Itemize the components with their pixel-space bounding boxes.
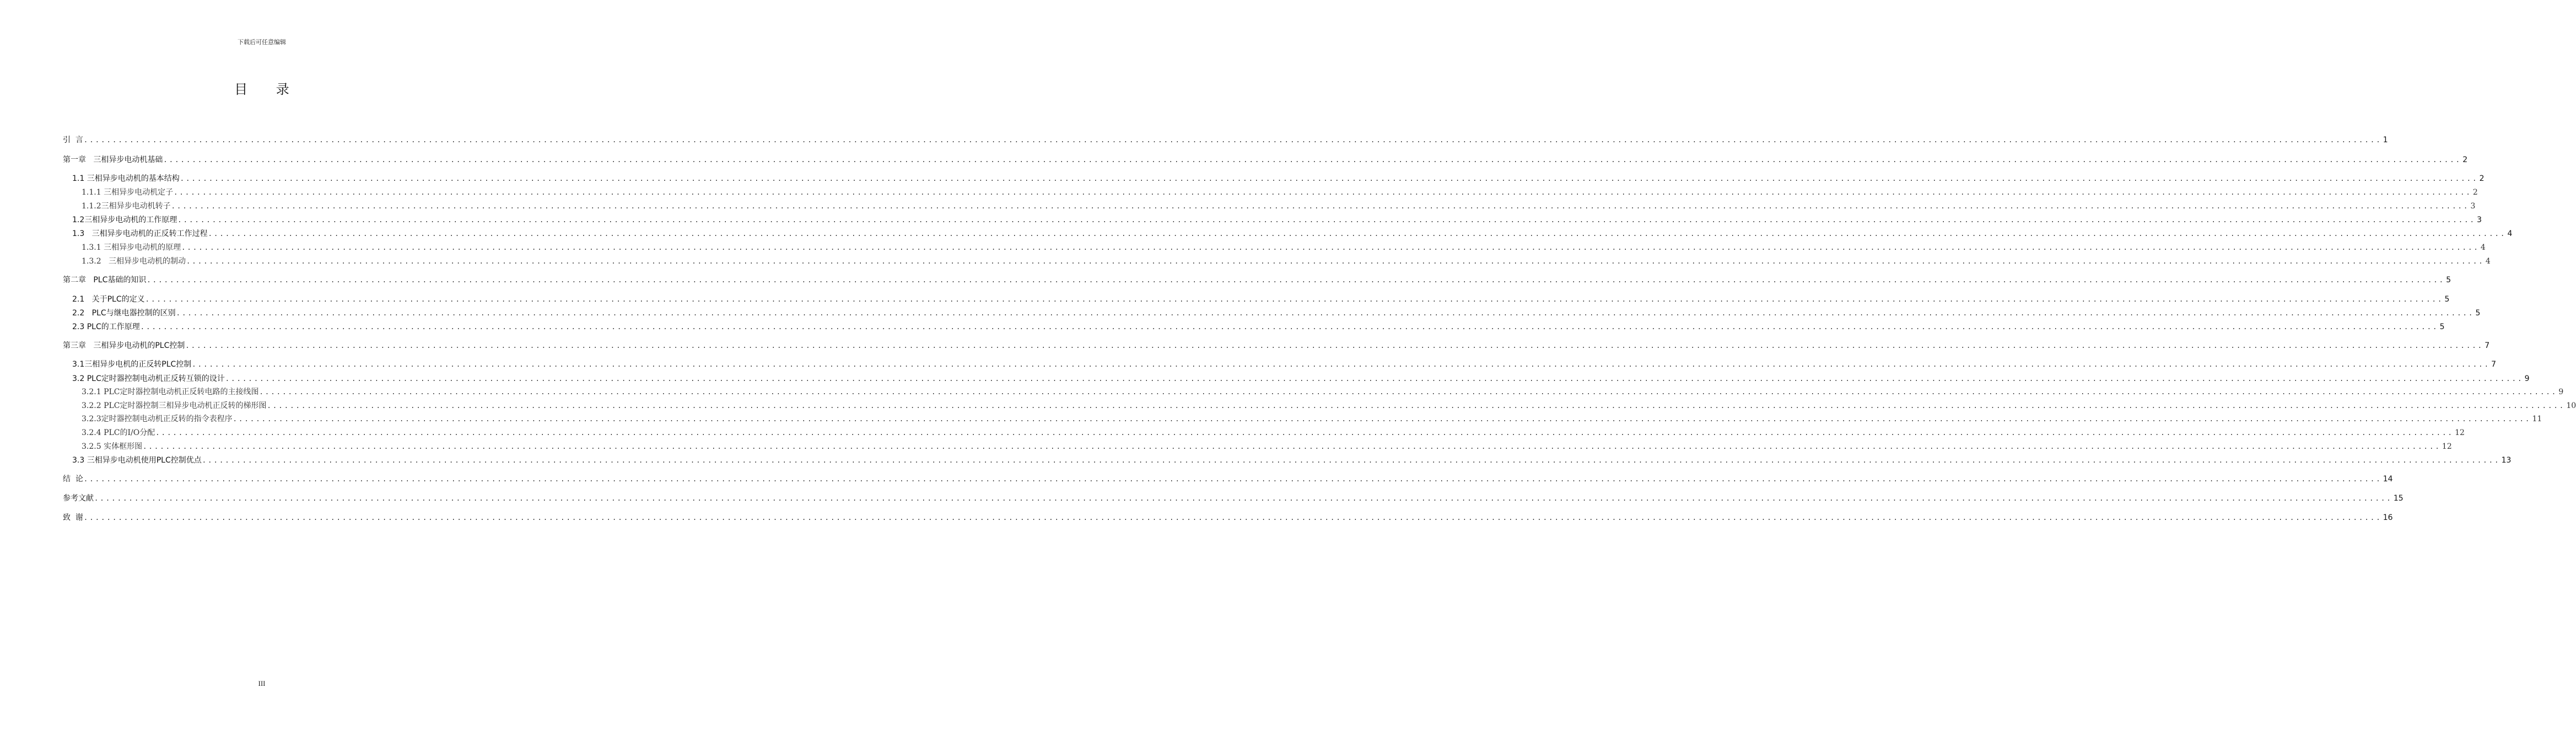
toc-entry-page: 1 [2383, 136, 2388, 144]
toc-leader-dots: ................................................................................................................................................................................................................................................................................................................................................................................................................ [202, 457, 2500, 464]
toc-entry-label: 2.3 PLC的工作原理 [72, 323, 140, 331]
toc-entry[interactable] [63, 473, 2393, 484]
toc-entry[interactable] [72, 454, 2512, 465]
toc-entry[interactable] [72, 358, 2497, 369]
toc-leader-dots: ................................................................................................................................................................................................................................................................................................................................................................................................................ [186, 257, 2485, 265]
toc-entry[interactable] [63, 512, 2393, 523]
toc-entry[interactable] [63, 340, 2490, 351]
toc-leader-dots: ................................................................................................................................................................................................................................................................................................................................................................................................................ [259, 388, 2558, 396]
toc-entry[interactable] [72, 293, 2450, 304]
toc-entry-page: 13 [2501, 456, 2512, 465]
toc-entry-label: 1.3.1 三相异步电动机的原理 [82, 243, 181, 252]
toc-entry-page: 2 [2472, 188, 2478, 197]
toc-entry-label: 第一章 三相异步电动机基础 [63, 155, 163, 164]
toc-leader-dots: ................................................................................................................................................................................................................................................................................................................................................................................................................ [177, 216, 2476, 224]
toc-entry-label: 结 论 [63, 475, 83, 484]
toc-entry-page: 3 [2477, 216, 2482, 224]
toc-entry-page: 5 [2439, 323, 2445, 331]
toc-entry-label: 引 言 [63, 136, 83, 144]
toc-entry-page: 4 [2485, 257, 2491, 266]
toc-entry-label: 1.1 三相异步电动机的基本结构 [72, 174, 180, 183]
toc-entry-page: 12 [2455, 428, 2465, 437]
toc-entry-label: 3.3 三相异步电动机使用PLC控制优点 [72, 456, 202, 465]
toc-entry[interactable] [63, 134, 2388, 145]
toc-leader-dots: ................................................................................................................................................................................................................................................................................................................................................................................................................ [171, 202, 2470, 210]
toc-entry-page: 10 [2566, 401, 2576, 410]
toc-entry[interactable] [82, 427, 2465, 438]
toc-entry-label: 3.2.5 实体框形图 [82, 442, 143, 451]
toc-leader-dots: ................................................................................................................................................................................................................................................................................................................................................................................................................ [180, 175, 2478, 182]
toc-leader-dots: ................................................................................................................................................................................................................................................................................................................................................................................................................ [155, 429, 2454, 437]
toc-entry-label: 3.2.3定时器控制电动机正反转的指令表程序 [82, 415, 233, 423]
toc-entry-label: 第三章 三相异步电动机的PLC控制 [63, 341, 185, 350]
toc-entry[interactable] [82, 200, 2476, 211]
toc-entry-page: 4 [2480, 243, 2486, 252]
toc-leader-dots: ................................................................................................................................................................................................................................................................................................................................................................................................................ [174, 189, 2472, 196]
toc-leader-dots: ................................................................................................................................................................................................................................................................................................................................................................................................................ [140, 323, 2439, 331]
toc-leader-dots: ................................................................................................................................................................................................................................................................................................................................................................................................................ [143, 443, 2441, 450]
toc-entry-label: 3.2.1 PLC定时器控制电动机正反转电路的主接线图 [82, 388, 259, 396]
toc-entry-page: 2 [2479, 174, 2485, 183]
toc-entry-page: 12 [2442, 442, 2452, 451]
toc-entry-page: 2 [2462, 155, 2468, 164]
toc-entry[interactable] [72, 173, 2485, 184]
toc-leader-dots: ................................................................................................................................................................................................................................................................................................................................................................................................................ [147, 276, 2445, 284]
toc-entry[interactable] [72, 307, 2481, 318]
toc-leader-dots: ................................................................................................................................................................................................................................................................................................................................................................................................................ [181, 244, 2480, 251]
page-number: III [258, 679, 266, 688]
toc-entry[interactable] [82, 386, 2564, 397]
toc-leader-dots: ................................................................................................................................................................................................................................................................................................................................................................................................................ [192, 361, 2491, 368]
toc-entry[interactable] [63, 154, 2468, 165]
toc-entry-page: 9 [2524, 374, 2530, 383]
toc-leader-dots: ................................................................................................................................................................................................................................................................................................................................................................................................................ [225, 375, 2524, 383]
toc-entry[interactable] [72, 228, 2513, 239]
toc-entry[interactable] [82, 255, 2491, 266]
toc-leader-dots: ................................................................................................................................................................................................................................................................................................................................................................................................................ [267, 402, 2566, 410]
toc-leader-dots: ................................................................................................................................................................................................................................................................................................................................................................................................................ [83, 136, 2382, 144]
toc-entry-page: 16 [2383, 513, 2393, 522]
toc-entry-label: 1.1.2三相异步电动机转子 [82, 202, 171, 211]
toc-entry-label: 致 谢 [63, 513, 83, 522]
toc-entry-page: 3 [2470, 202, 2476, 211]
toc-leader-dots: ................................................................................................................................................................................................................................................................................................................................................................................................................ [208, 230, 2507, 238]
toc-entry-page: 9 [2558, 388, 2564, 396]
toc-entry-page: 4 [2507, 229, 2513, 238]
toc-entry-label: 第二章 PLC基础的知识 [63, 276, 147, 284]
toc-leader-dots: ................................................................................................................................................................................................................................................................................................................................................................................................................ [83, 514, 2382, 522]
toc-entry[interactable] [82, 186, 2478, 197]
toc-entry[interactable] [63, 492, 2403, 503]
toc-entry-label: 2.1 关于PLC的定义 [72, 295, 145, 304]
toc-entry-label: 3.2 PLC定时器控制电动机正反转互锁的设计 [72, 374, 225, 383]
toc-leader-dots: ................................................................................................................................................................................................................................................................................................................................................................................................................ [185, 342, 2484, 350]
toc-entry-label: 参考文献 [63, 494, 94, 503]
toc-entry-label: 3.2.2 PLC定时器控制三相异步电动机正反转的梯形图 [82, 401, 267, 410]
toc-entry-page: 14 [2383, 475, 2393, 484]
toc-entry-label: 3.2.4 PLC的I/O分配 [82, 428, 155, 437]
toc-entry-label: 2.2 PLC与继电器控制的区别 [72, 309, 176, 318]
toc-entry-label: 1.1.1 三相异步电动机定子 [82, 188, 174, 197]
toc-leader-dots: ................................................................................................................................................................................................................................................................................................................................................................................................................ [163, 156, 2462, 164]
toc-entry-label: 1.3.2 三相异步电动机的制动 [82, 257, 186, 266]
toc-entry-label: 1.2三相异步电动机的工作原理 [72, 216, 177, 224]
toc-entry-page: 5 [2475, 309, 2481, 318]
toc-leader-dots: ................................................................................................................................................................................................................................................................................................................................................................................................................ [233, 415, 2531, 423]
toc-leader-dots: ................................................................................................................................................................................................................................................................................................................................................................................................................ [83, 475, 2382, 483]
toc-entry-page: 7 [2491, 360, 2497, 369]
toc-entry[interactable] [82, 400, 2576, 411]
toc-entry[interactable] [63, 274, 2451, 285]
toc-entry[interactable] [82, 241, 2486, 253]
toc-entry[interactable] [82, 441, 2452, 452]
toc-entry-label: 3.1三相异步电机的正反转PLC控制 [72, 360, 192, 369]
toc-entry-page: 5 [2444, 295, 2450, 304]
toc-leader-dots: ................................................................................................................................................................................................................................................................................................................................................................................................................ [145, 296, 2444, 303]
toc-entry[interactable] [72, 214, 2482, 225]
toc-leader-dots: ................................................................................................................................................................................................................................................................................................................................................................................................................ [176, 309, 2475, 317]
toc-entry-label: 1.3 三相异步电动机的正反转工作过程 [72, 229, 208, 238]
toc-entry-page: 11 [2532, 415, 2542, 423]
toc-leader-dots: ................................................................................................................................................................................................................................................................................................................................................................................................................ [94, 495, 2392, 502]
page-header: 下载后可任意编辑 [238, 39, 286, 46]
toc-entry-page: 15 [2393, 494, 2403, 503]
toc-entry[interactable] [82, 413, 2542, 424]
page-title: 目 录 [234, 82, 301, 97]
toc-entry[interactable] [72, 373, 2530, 384]
toc-entry[interactable] [72, 321, 2445, 332]
toc-entry-page: 5 [2446, 276, 2451, 284]
toc-entry-page: 7 [2485, 341, 2490, 350]
